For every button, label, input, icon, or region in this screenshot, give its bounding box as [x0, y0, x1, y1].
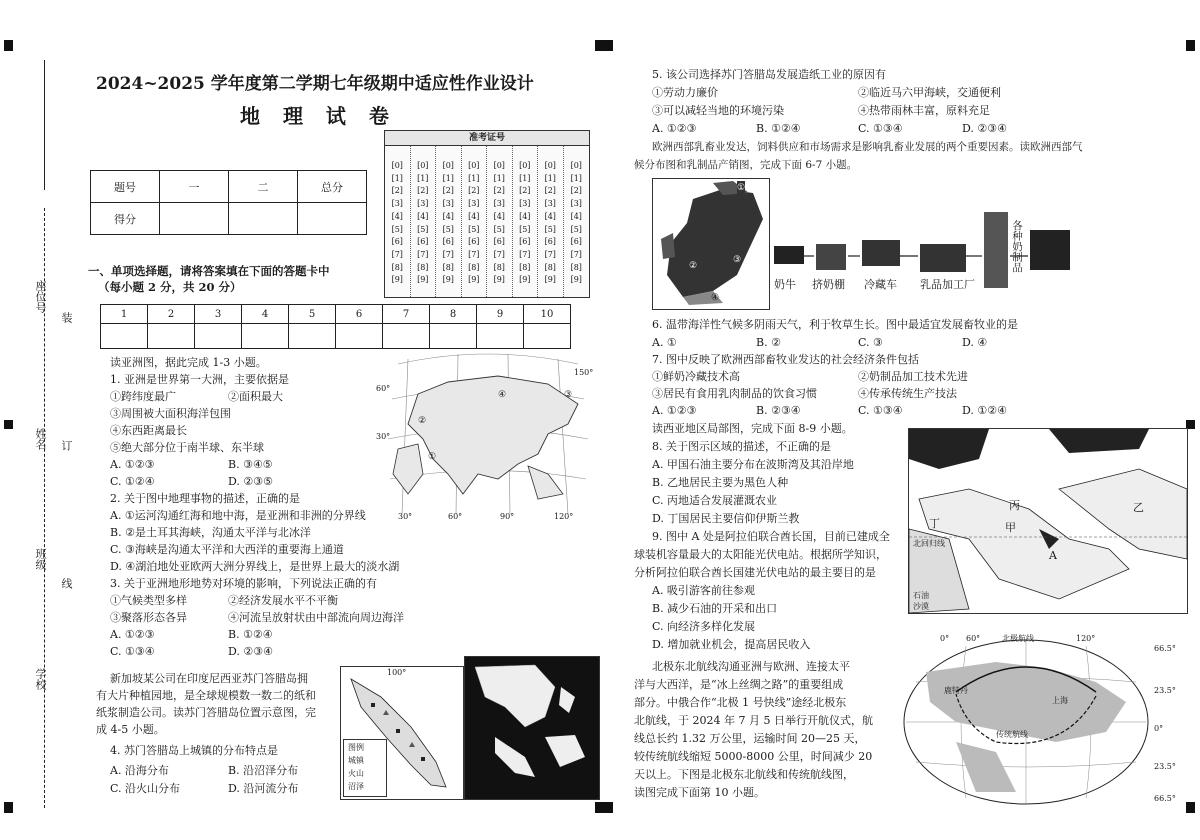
answer-number: 3	[195, 305, 242, 324]
score-cell: 得分	[91, 203, 160, 235]
q5-opt: ①劳动力廉价	[652, 86, 718, 99]
answer-box[interactable]	[336, 324, 383, 349]
exam-id-column[interactable]	[462, 146, 488, 297]
map-label: 0°	[940, 634, 950, 643]
exam-id-bubble[interactable]: [4]	[570, 211, 582, 221]
region-marker-4: ④	[711, 293, 720, 303]
answer-number: 2	[148, 305, 195, 324]
exam-id-bubble[interactable]: [9]	[442, 275, 454, 285]
exam-id-bubble[interactable]: [2]	[391, 186, 403, 196]
answer-number: 7	[383, 305, 430, 324]
exam-id-bubble[interactable]: [1]	[468, 173, 480, 183]
exam-id-bubble[interactable]: [8]	[570, 262, 582, 272]
exam-id-bubble[interactable]: [1]	[493, 173, 505, 183]
legend-item: 沼泽	[348, 782, 364, 791]
q8-opt: B. 乙地居民主要为黑色人种	[652, 476, 789, 489]
exam-id-bubble[interactable]: [7]	[519, 249, 531, 259]
q3-choice: D. ②③④	[228, 645, 274, 658]
intro-10-line: 北航线，于 2024 年 7 月 5 日举行开航仪式，航	[634, 714, 873, 727]
map-marker: ①	[428, 452, 437, 462]
q1-stem: 1. 亚洲是世界第一大洲，主要依据是	[110, 373, 289, 386]
exam-id-bubble[interactable]: [1]	[570, 173, 582, 183]
answer-number: 10	[524, 305, 571, 324]
q4-choice: B. 沿沼泽分布	[228, 764, 299, 777]
exam-id-bubble[interactable]: [3]	[519, 199, 531, 209]
school-label: 学校	[34, 668, 47, 690]
sumatra-legend	[343, 739, 387, 797]
q1-choice: A. ①②③	[110, 458, 155, 471]
exam-id-bubble[interactable]: [3]	[391, 199, 403, 209]
answer-number: 5	[289, 305, 336, 324]
exam-id-bubble[interactable]: [4]	[544, 211, 556, 221]
q9-opt: B. 减少石油的开采和出口	[652, 602, 778, 615]
q4-choice: A. 沿海分布	[110, 764, 169, 777]
exam-id-bubble[interactable]: [2]	[442, 186, 454, 196]
section1-title: 一、单项选择题，请将答案填在下面的答题卡中	[88, 264, 330, 278]
map-label: 60°	[376, 384, 391, 393]
europe-map	[652, 178, 770, 310]
exam-id-bubble[interactable]: [7]	[468, 249, 480, 259]
registration-mark	[4, 420, 13, 429]
exam-id-bubble[interactable]: [2]	[417, 186, 429, 196]
exam-id-bubble[interactable]: [9]	[493, 275, 505, 285]
chain-label-dairy-products: 各种奶制品	[1011, 220, 1023, 273]
map-label: 90°	[500, 512, 515, 521]
section1-note: （每小题 2 分，共 20 分）	[98, 280, 242, 294]
exam-id-bubble[interactable]: [4]	[442, 211, 454, 221]
map-marker: ③	[564, 390, 573, 400]
exam-id-bubble[interactable]: [0]	[570, 161, 582, 170]
exam-id-bubble[interactable]: [5]	[391, 224, 403, 234]
map-label-jia: 甲	[1005, 521, 1016, 534]
exam-id-bubble[interactable]: [9]	[391, 275, 403, 285]
map-label: 0°	[1154, 724, 1164, 733]
west-asia-map	[908, 428, 1188, 614]
exam-id-bubble[interactable]: [1]	[519, 173, 531, 183]
q2-stem: 2. 关于图中地理事物的描述，正确的是	[110, 492, 300, 505]
exam-id-bubble[interactable]: [4]	[493, 211, 505, 221]
exam-id-bubble[interactable]: [9]	[468, 275, 480, 285]
exam-id-bubble[interactable]: [0]	[442, 161, 454, 170]
registration-mark	[4, 40, 13, 51]
exam-id-bubble[interactable]: [6]	[417, 237, 429, 247]
exam-id-bubble[interactable]: [5]	[519, 224, 531, 234]
registration-mark	[4, 802, 13, 813]
exam-id-bubble[interactable]: [8]	[493, 262, 505, 272]
score-input[interactable]	[160, 203, 229, 235]
name-label: 姓名	[34, 428, 47, 450]
map-label: 鹿特丹	[944, 686, 968, 695]
exam-id-bubble[interactable]: [8]	[519, 262, 531, 272]
q9-opt: A. 吸引游客前往参观	[652, 584, 755, 597]
map-label: 120°	[1076, 634, 1096, 643]
main-title: 2024~2025 学年度第二学期七年级期中适应性作业设计	[96, 74, 534, 94]
exam-id-bubble[interactable]: [0]	[519, 161, 531, 170]
map-label: 60°	[966, 634, 981, 643]
binding-xian: 线	[60, 578, 73, 589]
answer-box[interactable]	[195, 324, 242, 349]
intro-10-line: 较传统航线缩短 5000-8000 公里，时间减少 20	[634, 750, 873, 763]
q2-opt: C. ③海峡是沟通太平洋和大西洋的重要海上通道	[110, 543, 344, 556]
map-label: 150°	[574, 368, 594, 377]
intro-10-line: 洋与大西洋，是“冰上丝绸之路”的重要组成	[634, 678, 844, 691]
q5-stem: 5. 该公司选择苏门答腊岛发展造纸工业的原因有	[652, 68, 886, 81]
answer-number: 1	[101, 305, 148, 324]
region-marker-2: ②	[689, 261, 698, 271]
registration-mark	[604, 40, 613, 51]
exam-id-bubble[interactable]: [8]	[544, 262, 556, 272]
exam-id-bubble[interactable]: [8]	[468, 262, 480, 272]
answer-box[interactable]	[289, 324, 336, 349]
q1-choice: C. ①②④	[110, 475, 155, 488]
sumatra-map	[340, 666, 464, 800]
exam-id-bubble[interactable]: [6]	[544, 237, 556, 247]
intro-10-line: 部分。中俄合作“北极 1 号快线”途经北极东	[634, 696, 847, 709]
q1-opt: ⑤绝大部分位于南半球、东半球	[110, 441, 264, 454]
q8-opt: A. 甲国石油主要分布在波斯湾及其沿岸地	[652, 458, 854, 471]
exam-id-bubbles[interactable]	[385, 146, 589, 297]
intro-6-7-line: 候分布图和乳制品产销图，完成下面 6-7 小题。	[634, 159, 858, 171]
q3-choice: A. ①②③	[110, 628, 155, 641]
q6-choice: A. ①	[652, 336, 677, 349]
exam-id-bubble[interactable]: [3]	[468, 199, 480, 209]
exam-id-bubble[interactable]: [3]	[493, 199, 505, 209]
exam-id-bubble[interactable]: [9]	[417, 275, 429, 285]
legend-item: 城镇	[348, 756, 364, 765]
q3-opt: ④河流呈放射状由中部流向周边海洋	[228, 611, 404, 624]
q1-choice: B. ③④⑤	[228, 458, 273, 471]
intro-4-5-line: 成 4-5 小题。	[96, 723, 165, 736]
map-marker: ②	[418, 416, 427, 426]
exam-id-bubble[interactable]: [9]	[519, 275, 531, 285]
registration-mark	[604, 802, 613, 813]
exam-id-bubble[interactable]: [5]	[493, 224, 505, 234]
q3-opt: ③聚落形态各异	[110, 611, 187, 624]
map-label: 60°	[448, 512, 463, 521]
map-label: 北极航线	[1002, 634, 1034, 643]
q7-opt: ④传承传统生产技法	[858, 387, 957, 400]
q9-stem: 球装机容量最大的太阳能光伏电站。根据所学知识，	[634, 548, 887, 561]
q6-choice: C. ③	[858, 336, 883, 349]
chain-label-milking-shed: 挤奶棚	[812, 278, 845, 291]
answer-box[interactable]	[430, 324, 477, 349]
map-label-tropic: 北回归线	[913, 539, 945, 548]
score-cell: 总分	[298, 171, 367, 203]
q1-opt: ①跨纬度最广	[110, 390, 176, 403]
answer-box[interactable]	[242, 324, 289, 349]
score-input[interactable]	[298, 203, 367, 235]
legend-desert: 沙漠	[913, 602, 929, 611]
exam-id-column[interactable]	[564, 146, 590, 297]
exam-id-column[interactable]	[513, 146, 539, 297]
exam-id-bubble[interactable]: [5]	[417, 224, 429, 234]
region-marker-3: ③	[733, 255, 742, 265]
exam-id-bubble[interactable]: [0]	[391, 161, 403, 170]
q4-choice: D. 沿河流分布	[228, 782, 299, 795]
q6-choice: D. ④	[962, 336, 988, 349]
intro-4-5-line: 新加坡某公司在印度尼西亚苏门答腊岛拥	[110, 672, 308, 685]
answer-number: 9	[477, 305, 524, 324]
map-label: 传统航线	[996, 730, 1028, 739]
map-label: 30°	[376, 432, 391, 441]
q9-stem: 分析阿拉伯联合酋长国建光伏电站的最主要目的是	[634, 566, 876, 579]
legend-oil: 石油	[913, 591, 929, 600]
exam-id-bubble[interactable]: [1]	[442, 173, 454, 183]
exam-id-bubble[interactable]: [1]	[417, 173, 429, 183]
exam-id-bubble[interactable]: [5]	[570, 224, 582, 234]
exam-id-bubble[interactable]: [2]	[544, 186, 556, 196]
exam-id-bubble[interactable]: [5]	[544, 224, 556, 234]
exam-id-bubble[interactable]: [2]	[519, 186, 531, 196]
exam-id-column[interactable]	[385, 146, 411, 297]
q3-opt: ②经济发展水平不平衡	[228, 594, 338, 607]
exam-id-bubble[interactable]: [8]	[442, 262, 454, 272]
map-label: 30°	[398, 512, 413, 521]
intro-4-5-line: 有大片种植园地，是全球规模数一数二的纸和	[96, 689, 316, 702]
q8-opt: C. 丙地适合发展灌溉农业	[652, 494, 778, 507]
exam-id-bubble[interactable]: [6]	[442, 237, 454, 247]
score-cell: 二	[229, 171, 298, 203]
answer-number: 6	[336, 305, 383, 324]
exam-id-bubble[interactable]: [4]	[519, 211, 531, 221]
q7-stem: 7. 图中反映了欧洲西部畜牧业发达的社会经济条件包括	[652, 353, 919, 366]
q8-stem: 8. 关于图示区域的描述，不正确的是	[652, 440, 831, 453]
q7-choice: B. ②③④	[756, 404, 801, 417]
q5-opt: ④热带雨林丰富，原料充足	[858, 104, 990, 117]
answer-box[interactable]	[383, 324, 430, 349]
q3-choice: C. ①③④	[110, 645, 155, 658]
exam-id-bubble[interactable]: [6]	[519, 237, 531, 247]
exam-id-bubble[interactable]: [4]	[391, 211, 403, 221]
q2-opt: A. ①运河沟通红海和地中海，是亚洲和非洲的分界线	[110, 509, 366, 522]
q5-choice: A. ①②③	[652, 122, 697, 135]
q1-opt: ④东西距离最长	[110, 424, 187, 437]
southeast-asia-map	[464, 656, 600, 800]
q1-opt: ③周围被大面积海洋包围	[110, 407, 231, 420]
q8-opt: D. 丁国居民主要信仰伊斯兰教	[652, 512, 800, 525]
exam-id-bubble[interactable]: [2]	[468, 186, 480, 196]
asia-map	[378, 354, 596, 522]
exam-id-bubble[interactable]: [8]	[417, 262, 429, 272]
q9-stem: 9. 图中 A 处是阿拉伯联合酋长国，目前已建成全	[652, 530, 890, 543]
exam-id-bubble[interactable]: [7]	[570, 249, 582, 259]
exam-id-column[interactable]	[436, 146, 462, 297]
score-input[interactable]	[229, 203, 298, 235]
q4-choice: C. 沿火山分布	[110, 782, 181, 795]
exam-id-label: 准考证号	[385, 131, 589, 146]
q3-opt: ①气候类型多样	[110, 594, 187, 607]
binding-zhuang: 装	[60, 312, 73, 323]
arctic-route-map	[896, 632, 1188, 810]
registration-mark	[595, 40, 604, 51]
exam-id-bubble[interactable]: [6]	[468, 237, 480, 247]
map-label: 23.5°	[1154, 686, 1176, 695]
q5-choice: C. ①③④	[858, 122, 903, 135]
exam-id-bubble[interactable]: [3]	[544, 199, 556, 209]
exam-id-bubble[interactable]: [7]	[493, 249, 505, 259]
score-table	[90, 170, 367, 235]
exam-id-bubble[interactable]: [0]	[493, 161, 505, 170]
map-label-yi: 乙	[1133, 501, 1144, 514]
chain-label-refrigerated-truck: 冷藏车	[864, 278, 897, 291]
region-marker-1: ①	[737, 183, 746, 193]
intro-4-5-line: 纸浆制造公司。读苏门答腊岛位置示意图，完	[96, 706, 316, 719]
answer-number: 4	[242, 305, 289, 324]
map-label: 23.5°	[1154, 762, 1176, 771]
exam-id-bubble[interactable]: [7]	[391, 249, 403, 259]
registration-mark	[595, 802, 604, 813]
subject-title: 地 理 试 卷	[240, 104, 397, 128]
exam-id-bubble[interactable]: [0]	[417, 161, 429, 170]
answer-number: 8	[430, 305, 477, 324]
exam-id-column[interactable]	[487, 146, 513, 297]
q3-stem: 3. 关于亚洲地形地势对环境的影响，下列说法正确的有	[110, 577, 377, 590]
q7-choice: A. ①②③	[652, 404, 697, 417]
q3-choice: B. ①②④	[228, 628, 273, 641]
intro-1-3: 读亚洲图，据此完成 1-3 小题。	[110, 356, 267, 369]
q5-choice: D. ②③④	[962, 122, 1008, 135]
map-label: 66.5°	[1154, 644, 1176, 653]
q5-choice: B. ①②④	[756, 122, 801, 135]
exam-id-bubble[interactable]: [3]	[442, 199, 454, 209]
legend-title: 图例	[348, 743, 364, 752]
q1-opt: ②面积最大	[228, 390, 283, 403]
map-label-bing: 丙	[1009, 499, 1020, 512]
q7-choice: D. ①②④	[962, 404, 1008, 417]
answer-box[interactable]	[477, 324, 524, 349]
exam-id-bubble[interactable]: [7]	[544, 249, 556, 259]
exam-id-bubble[interactable]: [3]	[570, 199, 582, 209]
exam-id-bubble[interactable]: [9]	[570, 275, 582, 285]
exam-id-bubble[interactable]: [9]	[544, 275, 556, 285]
q7-opt: ③居民有食用乳肉制品的饮食习惯	[652, 387, 817, 400]
exam-id-bubble[interactable]: [1]	[391, 173, 403, 183]
exam-id-column[interactable]	[538, 146, 564, 297]
score-cell: 一	[160, 171, 229, 203]
exam-id-bubble[interactable]: [0]	[544, 161, 556, 170]
map-label: 上海	[1052, 696, 1068, 705]
map-label: 66.5°	[1154, 794, 1176, 803]
q6-choice: B. ②	[756, 336, 781, 349]
legend-item: 火山	[348, 769, 364, 778]
exam-id-bubble[interactable]: [3]	[417, 199, 429, 209]
q4-stem: 4. 苏门答腊岛上城镇的分布特点是	[110, 744, 278, 757]
map-marker: ④	[498, 390, 507, 400]
class-label: 班级	[34, 548, 47, 570]
registration-mark	[1186, 40, 1195, 51]
exam-id-grid[interactable]	[384, 130, 590, 298]
dairy-chain	[770, 200, 1170, 300]
binding-line	[44, 60, 45, 190]
exam-id-bubble[interactable]: [6]	[493, 237, 505, 247]
q5-opt: ②临近马六甲海峡，交通便利	[858, 86, 1001, 99]
exam-id-bubble[interactable]: [1]	[544, 173, 556, 183]
q1-choice: D. ②③⑤	[228, 475, 274, 488]
exam-id-bubble[interactable]: [7]	[442, 249, 454, 259]
exam-id-bubble[interactable]: [6]	[570, 237, 582, 247]
chain-label-cow: 奶牛	[774, 278, 796, 291]
chain-label-dairy-plant: 乳品加工厂	[920, 278, 975, 291]
binding-ding: 订	[60, 440, 73, 451]
exam-id-bubble[interactable]: [0]	[468, 161, 480, 170]
intro-10-line: 天以上。下图是北极东北航线和传统航线图，	[634, 768, 854, 781]
q6-stem: 6. 温带海洋性气候多阴雨天气，利于牧草生长。图中最适宜发展畜牧业的是	[652, 318, 1018, 331]
q2-opt: B. ②是土耳其海峡，沟通太平洋与北冰洋	[110, 526, 311, 539]
exam-id-bubble[interactable]: [2]	[493, 186, 505, 196]
q9-opt: D. 增加就业机会，提高居民收入	[652, 638, 811, 651]
q9-opt: C. 向经济多样化发展	[652, 620, 756, 633]
exam-id-bubble[interactable]: [5]	[442, 224, 454, 234]
map-label: 100°	[387, 668, 407, 677]
intro-10-line: 线总长约 1.32 万公里，运输时间 20—25 天，	[634, 732, 866, 745]
exam-id-bubble[interactable]: [8]	[391, 262, 403, 272]
intro-6-7-line: 欧洲西部乳畜业发达，饲料供应和市场需求是影响乳畜业发展的两个重要因素。读欧洲西部气	[652, 141, 1083, 153]
answer-box[interactable]	[148, 324, 195, 349]
exam-id-bubble[interactable]: [7]	[417, 249, 429, 259]
intro-10-line: 读图完成下面第 10 小题。	[634, 786, 765, 799]
exam-id-column[interactable]	[411, 146, 437, 297]
exam-id-bubble[interactable]: [6]	[391, 237, 403, 247]
map-label: 120°	[554, 512, 574, 521]
q7-opt: ①鲜奶冷藏技术高	[652, 370, 740, 383]
q7-opt: ②奶制品加工技术先进	[858, 370, 968, 383]
q7-choice: C. ①③④	[858, 404, 903, 417]
map-label-a: A	[1049, 549, 1057, 562]
score-cell: 题号	[91, 171, 160, 203]
q5-opt: ③可以减轻当地的环境污染	[652, 104, 784, 117]
intro-8-9: 读西亚地区局部图，完成下面 8-9 小题。	[652, 422, 853, 435]
answer-box[interactable]	[524, 324, 571, 349]
intro-10-line: 北极东北航线沟通亚洲与欧洲、连接太平	[652, 660, 850, 673]
seat-label: 座位号	[34, 280, 47, 313]
exam-id-bubble[interactable]: [5]	[468, 224, 480, 234]
q2-opt: D. ④湖泊地处亚欧两大洲分界线上，是世界上最大的淡水湖	[110, 560, 400, 573]
map-label-ding: 丁	[929, 517, 940, 530]
answer-box[interactable]	[101, 324, 148, 349]
exam-id-bubble[interactable]: [2]	[570, 186, 582, 196]
exam-id-bubble[interactable]: [4]	[468, 211, 480, 221]
exam-id-bubble[interactable]: [4]	[417, 211, 429, 221]
answer-card	[100, 304, 571, 349]
